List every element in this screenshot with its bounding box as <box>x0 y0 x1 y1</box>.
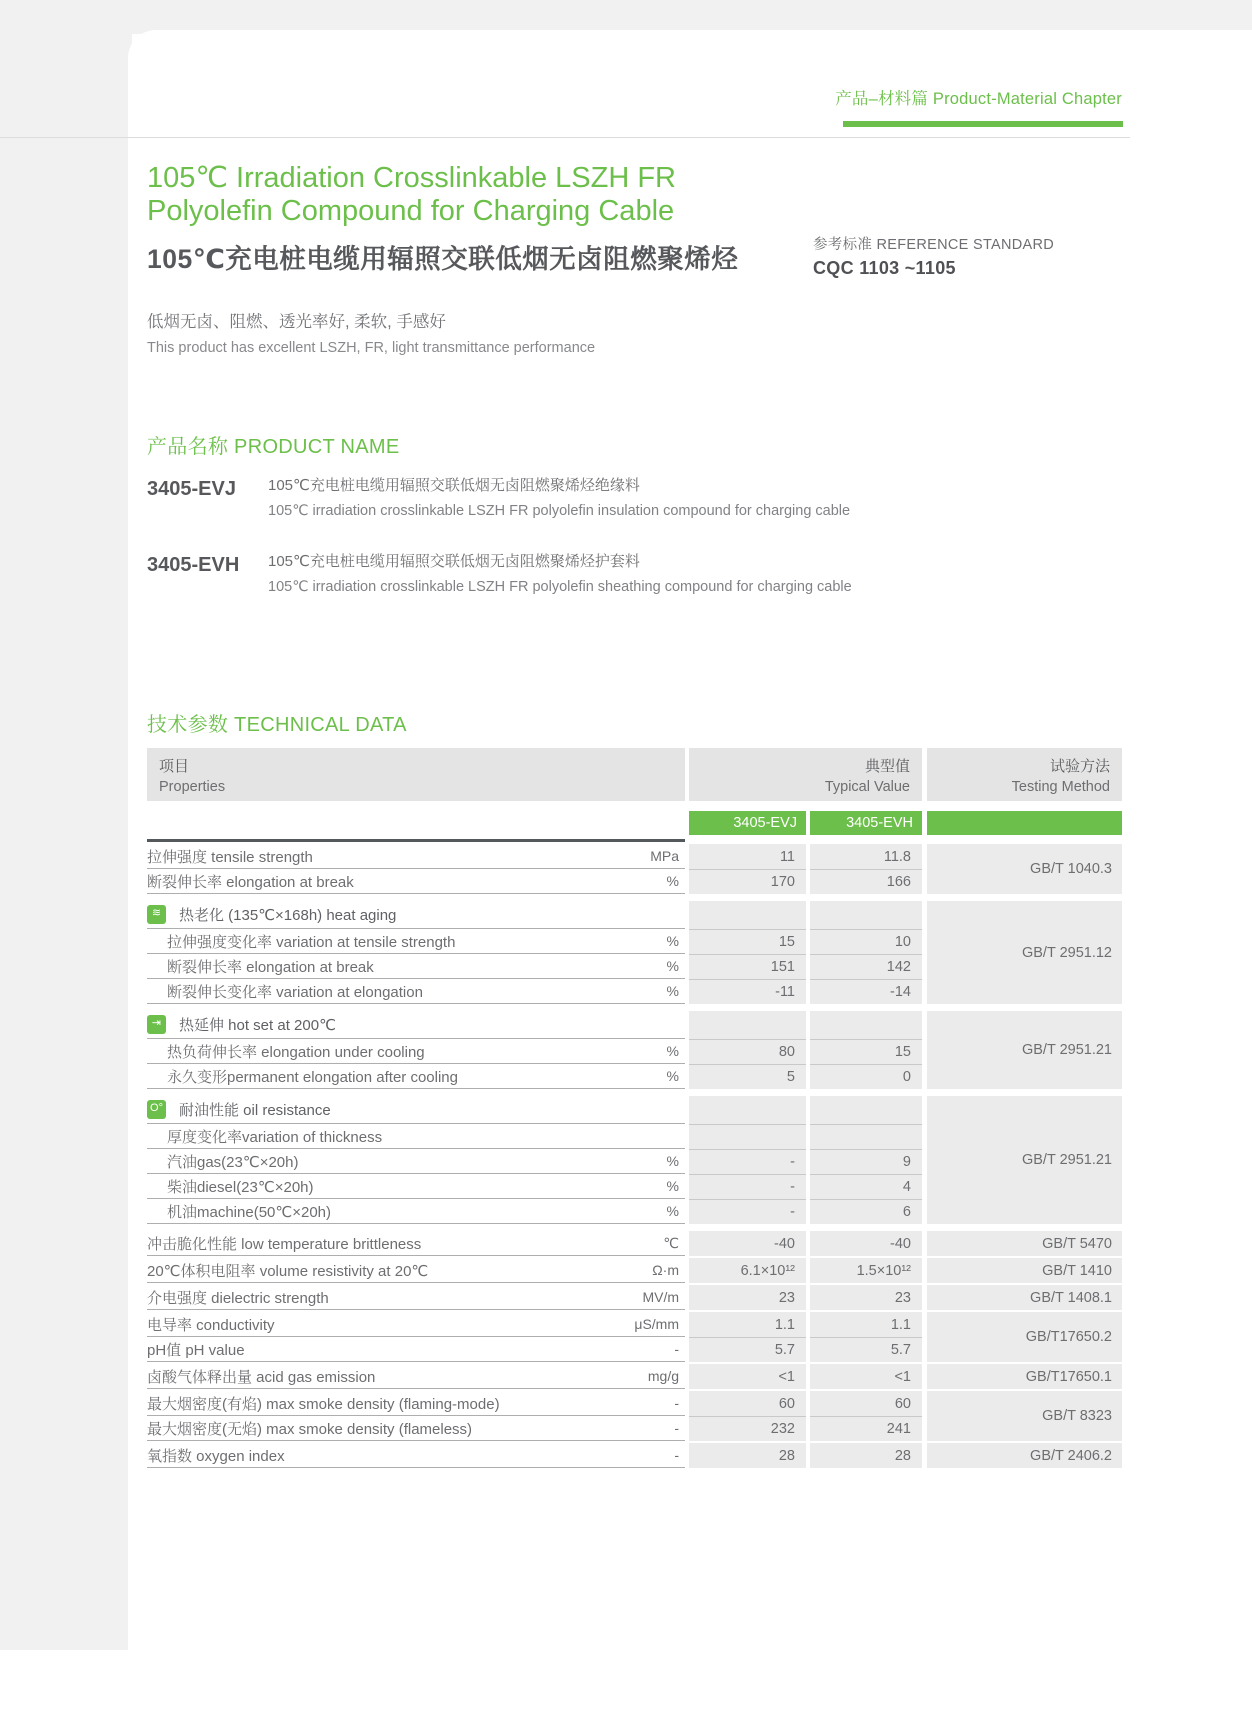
table-row <box>147 1231 685 1256</box>
unit-label: MPa <box>650 848 679 864</box>
grade-cell-evj: 3405-EVJ <box>689 811 806 835</box>
value-column-evj <box>689 1391 806 1441</box>
table-section-row <box>147 1096 685 1124</box>
value-column-evh <box>810 1391 922 1441</box>
value-cell: 0 <box>810 1064 922 1089</box>
product-description-en: 105℃ irradiation crosslinkable LSZH FR polyolefin sheathing compound for charging cable <box>268 579 852 595</box>
table-row <box>147 1416 685 1441</box>
value-cell: 1.5×10¹² <box>810 1258 922 1283</box>
value-column-evh <box>810 1285 922 1310</box>
unit-label: % <box>666 983 679 999</box>
title-english <box>147 162 738 228</box>
value-cell: 5.7 <box>810 1337 922 1362</box>
grade-spacer <box>147 811 689 835</box>
table-row <box>147 929 685 954</box>
testing-method-cell: GB/T 1410 <box>927 1258 1122 1283</box>
property-label: 卤酸气体释出量 acid gas emission <box>147 1368 376 1386</box>
testing-method-cell: GB/T 2951.21 <box>927 1011 1122 1089</box>
table-top-rule <box>147 839 685 842</box>
testing-method-cell: GB/T 2951.21 <box>927 1096 1122 1224</box>
value-cell: - <box>689 1174 806 1199</box>
table-group <box>147 901 1122 1004</box>
value-column-evj <box>689 1011 806 1089</box>
property-label: 拉伸强度变化率 variation at tensile strength <box>167 933 456 951</box>
table-group <box>147 1312 1122 1362</box>
value-cell: 166 <box>810 869 922 894</box>
value-cell: 15 <box>810 1039 922 1064</box>
property-label: 介电强度 dielectric strength <box>147 1289 329 1307</box>
title-chinese: 105℃充电桩电缆用辐照交联低烟无卤阻燃聚烯烃 <box>147 244 739 274</box>
value-column-evj <box>689 901 806 1004</box>
unit-label: - <box>674 1395 679 1411</box>
value-cell: 23 <box>689 1285 806 1310</box>
table-row <box>147 1312 685 1337</box>
product-name-heading: 产品名称 PRODUCT NAME <box>147 436 400 458</box>
value-cell: <1 <box>810 1364 922 1389</box>
table-group <box>147 1391 1122 1441</box>
value-cell: 4 <box>810 1174 922 1199</box>
product-description-en: 105℃ irradiation crosslinkable LSZH FR polyolefin insulation compound for charging cable <box>268 503 851 519</box>
value-cell: 60 <box>810 1391 922 1416</box>
table-row <box>147 1174 685 1199</box>
value-cell <box>689 1011 806 1039</box>
table-row <box>147 844 685 869</box>
value-column-evh <box>810 1096 922 1224</box>
property-label: 最大烟密度(有焰) max smoke density (flaming-mode) <box>147 1395 500 1413</box>
value-column-evj <box>689 1258 806 1283</box>
value-cell: -40 <box>810 1231 922 1256</box>
testing-method-cell: GB/T 2951.12 <box>927 901 1122 1004</box>
title-english-line2: Polyolefin Compound for Charging Cable <box>147 195 675 227</box>
unit-label: % <box>666 1153 679 1169</box>
value-column-evh <box>810 1231 922 1256</box>
reference-standard <box>813 233 1054 279</box>
testing-method-cell: GB/T 8323 <box>927 1391 1122 1441</box>
unit-label: % <box>666 1068 679 1084</box>
product-description-cn: 105℃充电桩电缆用辐照交联低烟无卤阻燃聚烯烃绝缘料 <box>268 477 640 494</box>
table-row <box>147 954 685 979</box>
unit-label: - <box>674 1447 679 1463</box>
value-cell: 28 <box>810 1443 922 1468</box>
table-section-row <box>147 1011 685 1039</box>
value-cell: - <box>689 1199 806 1224</box>
property-label: 断裂伸长率 elongation at break <box>147 873 354 891</box>
column-header-testing-cn: 试验方法 <box>1049 758 1110 775</box>
property-label: 热负荷伸长率 elongation under cooling <box>167 1043 425 1061</box>
table-row <box>147 979 685 1004</box>
column-header-properties-cn: 项目 <box>159 758 190 775</box>
value-column-evj <box>689 1096 806 1224</box>
property-label: 电导率 conductivity <box>147 1316 275 1334</box>
value-cell: 15 <box>689 929 806 954</box>
table-row <box>147 1199 685 1224</box>
table-row <box>147 1443 685 1468</box>
table-row <box>147 1258 685 1283</box>
reference-standard-label: 参考标准 REFERENCE STANDARD <box>813 237 1055 253</box>
feature-summary-en: This product has excellent LSZH, FR, light transmittance performance <box>147 340 596 356</box>
unit-label: ℃ <box>663 1234 679 1251</box>
column-header-properties <box>147 748 685 801</box>
value-cell: -11 <box>689 979 806 1004</box>
heat-aging-icon: ≋ <box>147 905 166 924</box>
property-label: 氧指数 oxygen index <box>147 1447 285 1465</box>
value-column-evj <box>689 1443 806 1468</box>
value-cell: 6.1×10¹² <box>689 1258 806 1283</box>
value-cell: 28 <box>689 1443 806 1468</box>
value-cell: 1.1 <box>810 1312 922 1337</box>
table-group <box>147 1364 1122 1389</box>
property-label: 最大烟密度(无焰) max smoke density (flameless) <box>147 1420 473 1438</box>
feature-summary-cn: 低烟无卤、阻燃、透光率好, 柔软, 手感好 <box>147 313 446 331</box>
chapter-accent-bar <box>843 121 1123 127</box>
value-column-evh <box>810 901 922 1004</box>
technical-data-table <box>147 748 1122 1470</box>
table-row <box>147 1064 685 1089</box>
testing-method-cell: GB/T 1408.1 <box>927 1285 1122 1310</box>
product-description-cn: 105℃充电桩电缆用辐照交联低烟无卤阻燃聚烯烃护套料 <box>268 553 640 570</box>
table-body <box>147 844 1122 1468</box>
hot-set-icon: ⇥ <box>147 1015 166 1034</box>
value-column-evj <box>689 1285 806 1310</box>
property-label: 厚度变化率variation of thickness <box>167 1128 383 1146</box>
value-column-evh <box>810 844 922 894</box>
grade-header-row <box>147 811 1122 835</box>
value-column-evh <box>810 1258 922 1283</box>
value-cell: -40 <box>689 1231 806 1256</box>
table-row <box>147 1391 685 1416</box>
column-header-testing-method <box>927 748 1122 801</box>
product-description <box>268 550 852 595</box>
reference-standard-value: CQC 1103 ~1105 <box>813 258 956 278</box>
testing-method-cell: GB/T17650.1 <box>927 1364 1122 1389</box>
product-item <box>147 550 852 595</box>
title-english-line1: 105℃ Irradiation Crosslinkable LSZH FR <box>147 162 676 194</box>
page-title <box>147 162 738 276</box>
table-header <box>147 748 1122 801</box>
value-cell <box>810 1124 922 1149</box>
feature-summary <box>147 308 595 356</box>
table-row <box>147 1285 685 1310</box>
table-group <box>147 1231 1122 1256</box>
unit-label: % <box>666 933 679 949</box>
value-cell: 60 <box>689 1391 806 1416</box>
table-group <box>147 1258 1122 1283</box>
unit-label: % <box>666 958 679 974</box>
product-code: 3405-EVJ <box>147 478 236 500</box>
table-row <box>147 1337 685 1362</box>
column-header-testing-en: Testing Method <box>1011 779 1110 795</box>
property-label: 机油machine(50℃×20h) <box>167 1203 332 1221</box>
product-code: 3405-EVH <box>147 554 240 576</box>
table-group <box>147 1011 1122 1089</box>
table-row <box>147 869 685 894</box>
grade-cell-evh: 3405-EVH <box>810 811 922 835</box>
value-cell: 232 <box>689 1416 806 1441</box>
unit-label: μS/mm <box>634 1316 679 1332</box>
value-column-evh <box>810 1364 922 1389</box>
value-column-evj <box>689 1312 806 1362</box>
table-group <box>147 844 1122 894</box>
header-rule <box>0 137 1130 138</box>
section-label: 热老化 (135℃×168h) heat aging <box>179 907 397 924</box>
value-cell <box>689 1096 806 1124</box>
product-description <box>268 474 850 519</box>
value-column-evh <box>810 1011 922 1089</box>
table-group <box>147 1443 1122 1468</box>
unit-label: % <box>666 873 679 889</box>
chapter-label: 产品–材料篇 Product-Material Chapter <box>835 90 1122 108</box>
unit-label: Ω·m <box>652 1262 679 1278</box>
value-cell: <1 <box>689 1364 806 1389</box>
value-cell: 6 <box>810 1199 922 1224</box>
value-cell <box>810 1011 922 1039</box>
product-item <box>147 474 852 519</box>
value-cell <box>689 1124 806 1149</box>
value-cell <box>810 1096 922 1124</box>
column-header-typical-cn: 典型值 <box>864 758 910 775</box>
value-cell: - <box>689 1149 806 1174</box>
unit-label: - <box>674 1341 679 1357</box>
property-label: 冲击脆化性能 low temperature brittleness <box>147 1235 422 1253</box>
table-group <box>147 1285 1122 1310</box>
property-label: 断裂伸长率 elongation at break <box>167 958 374 976</box>
section-label: 热延伸 hot set at 200℃ <box>179 1017 336 1034</box>
unit-label: % <box>666 1203 679 1219</box>
table-row <box>147 1039 685 1064</box>
property-label: 永久变形permanent elongation after cooling <box>167 1068 458 1086</box>
property-label: 20℃体积电阻率 volume resistivity at 20℃ <box>147 1262 429 1280</box>
table-row <box>147 1364 685 1389</box>
value-cell <box>689 901 806 929</box>
value-cell: 9 <box>810 1149 922 1174</box>
column-header-properties-en: Properties <box>159 779 226 795</box>
unit-label: mg/g <box>647 1368 679 1384</box>
value-cell: -14 <box>810 979 922 1004</box>
table-section-row <box>147 901 685 929</box>
value-column-evj <box>689 844 806 894</box>
unit-label: % <box>666 1178 679 1194</box>
unit-label: % <box>666 1043 679 1059</box>
testing-method-cell: GB/T17650.2 <box>927 1312 1122 1362</box>
value-column-evh <box>810 1443 922 1468</box>
unit-label: - <box>674 1420 679 1436</box>
value-column-evj <box>689 1364 806 1389</box>
section-label: 耐油性能 oil resistance <box>179 1102 331 1119</box>
value-cell: 5.7 <box>689 1337 806 1362</box>
oil-resistance-icon: O° <box>147 1100 166 1119</box>
value-cell: 80 <box>689 1039 806 1064</box>
column-header-typical-en: Typical Value <box>824 779 910 795</box>
value-column-evj <box>689 1231 806 1256</box>
property-label: 柴油diesel(23℃×20h) <box>167 1178 314 1196</box>
table-row <box>147 1124 685 1149</box>
value-cell: 151 <box>689 954 806 979</box>
value-cell: 11 <box>689 844 806 869</box>
testing-method-cell: GB/T 5470 <box>927 1231 1122 1256</box>
column-header-typical-value <box>689 748 922 801</box>
table-group <box>147 1096 1122 1224</box>
value-cell: 11.8 <box>810 844 922 869</box>
technical-data-heading: 技术参数 TECHNICAL DATA <box>147 714 407 736</box>
grade-cell-testing <box>927 811 1122 835</box>
property-label: 拉伸强度 tensile strength <box>147 848 313 866</box>
value-cell: 170 <box>689 869 806 894</box>
value-column-evh <box>810 1312 922 1362</box>
table-row <box>147 1149 685 1174</box>
product-list <box>147 474 852 626</box>
property-label: pH值 pH value <box>147 1341 245 1359</box>
value-cell <box>810 901 922 929</box>
value-cell: 23 <box>810 1285 922 1310</box>
value-cell: 142 <box>810 954 922 979</box>
value-cell: 10 <box>810 929 922 954</box>
property-label: 汽油gas(23℃×20h) <box>167 1153 299 1171</box>
value-cell: 1.1 <box>689 1312 806 1337</box>
testing-method-cell: GB/T 2406.2 <box>927 1443 1122 1468</box>
value-cell: 5 <box>689 1064 806 1089</box>
property-label: 断裂伸长变化率 variation at elongation <box>167 983 423 1001</box>
testing-method-cell: GB/T 1040.3 <box>927 844 1122 894</box>
unit-label: MV/m <box>642 1289 679 1305</box>
value-cell: 241 <box>810 1416 922 1441</box>
